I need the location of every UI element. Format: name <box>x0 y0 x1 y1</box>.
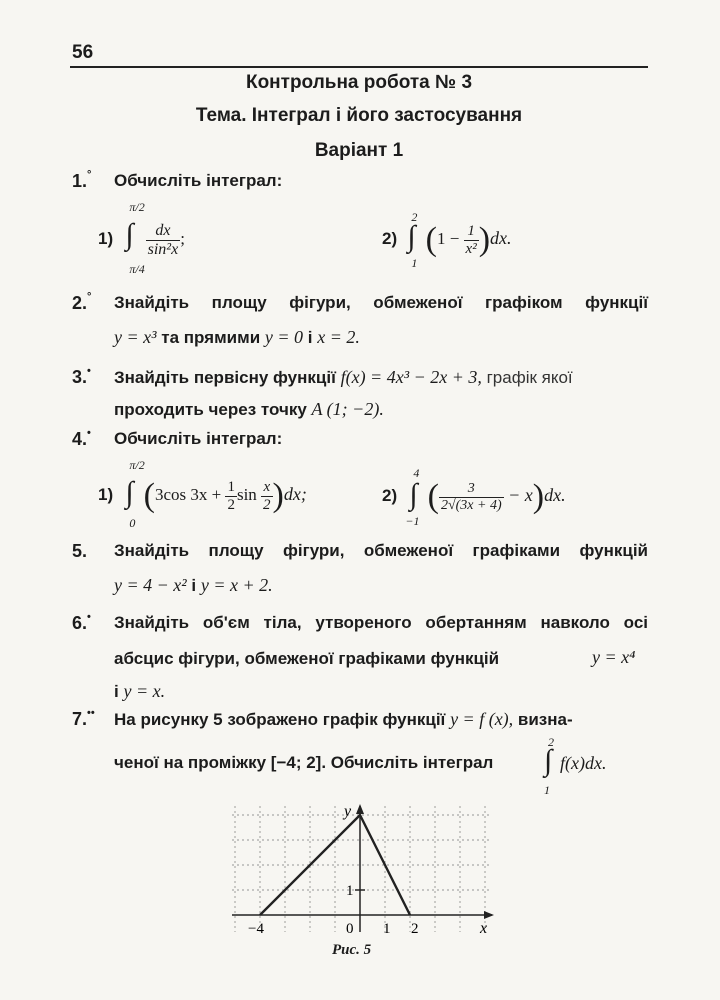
task-text-line2: проходить через точку A (1; −2). <box>114 399 384 419</box>
task-text-line3: і y = x. <box>114 681 166 701</box>
task-text: Знайдіть первісну функції f(x) = 4x³ − 2x + 3, графік якої <box>114 367 573 387</box>
y-axis-arrow <box>356 804 364 814</box>
task-text-line2: y = 4 − x² і y = x + 2. <box>114 575 273 595</box>
task-number: 4.• <box>72 427 91 449</box>
task-7-integral: 2 ∫ 1 <box>544 735 554 797</box>
x-tick-label-1: 1 <box>383 921 391 937</box>
task-number: 5. <box>72 541 88 561</box>
test-topic: Тема. Інтеграл і його застосування <box>195 105 523 126</box>
figure-caption: Рис. 5 <box>332 942 372 958</box>
x-tick-label-2: 2 <box>411 921 419 937</box>
task-number: 7.•• <box>72 707 95 729</box>
x-axis-label: x <box>480 920 488 937</box>
task-text: Обчисліть інтеграл: <box>114 171 283 190</box>
task-1-integral-2: 2) 2 ∫ 1 (1 − $\frac{1}{\text{x²}}$ )dx. <box>382 210 512 270</box>
task-4-integral-2: 2) 4 ∫ −1 ( $\frac{3}{2√(3x + 4)}$ − x)dx. <box>382 466 566 528</box>
x-tick-label-neg4: −4 <box>248 921 264 937</box>
task-number: 3.• <box>72 365 91 387</box>
task-1-integral-1: 1) π/2 ∫ π/4 $\frac{dx}{\text{sin²x}}$ ; <box>98 200 185 276</box>
graph-grid <box>232 806 492 932</box>
y-tick-label-1: 1 <box>346 883 354 899</box>
x-axis-arrow <box>484 911 494 919</box>
task-text-line2: абсцис фігури, обмеженої графіками функцій <box>114 649 500 668</box>
task-number: 6.• <box>72 611 91 633</box>
task-4-integral-1: 1) π/2 ∫ 0 (3cos 3x + $\frac{1}{2}$ sin $\frac{x}{2}$ )dx; <box>98 458 307 530</box>
task-text-line2: y = x³ та прямими y = 0 і x = 2. <box>114 327 360 347</box>
task-7-integrand: f(x)dx. <box>560 753 607 773</box>
page-number: 56 <box>72 42 94 63</box>
task-text: Знайдіть об'єм тіла, утвореного обертанням навколо осі <box>114 613 648 632</box>
y-axis-label: y <box>344 803 352 820</box>
task-text: Знайдіть площу фігури, обмеженої графіками функцій <box>114 541 648 560</box>
origin-label: 0 <box>346 921 354 937</box>
task-text: Знайдіть площу фігури, обмеженої графіком функції <box>114 293 648 312</box>
task-text: На рисунку 5 зображено графік функції y = f (x), визна- <box>114 709 573 729</box>
task-text: Обчисліть інтеграл: <box>114 429 283 448</box>
task-number: 2.° <box>72 291 92 313</box>
task-number: 1.° <box>72 169 92 191</box>
function-graph <box>228 800 498 940</box>
header-rule <box>70 66 648 68</box>
task-text-line2: ченої на проміжку [−4; 2]. Обчисліть інтеграл <box>114 753 494 772</box>
test-title: Контрольна робота № 3 <box>245 72 473 93</box>
variant-title: Варіант 1 <box>314 140 404 161</box>
task-6-math: y = x⁴ <box>592 647 636 667</box>
